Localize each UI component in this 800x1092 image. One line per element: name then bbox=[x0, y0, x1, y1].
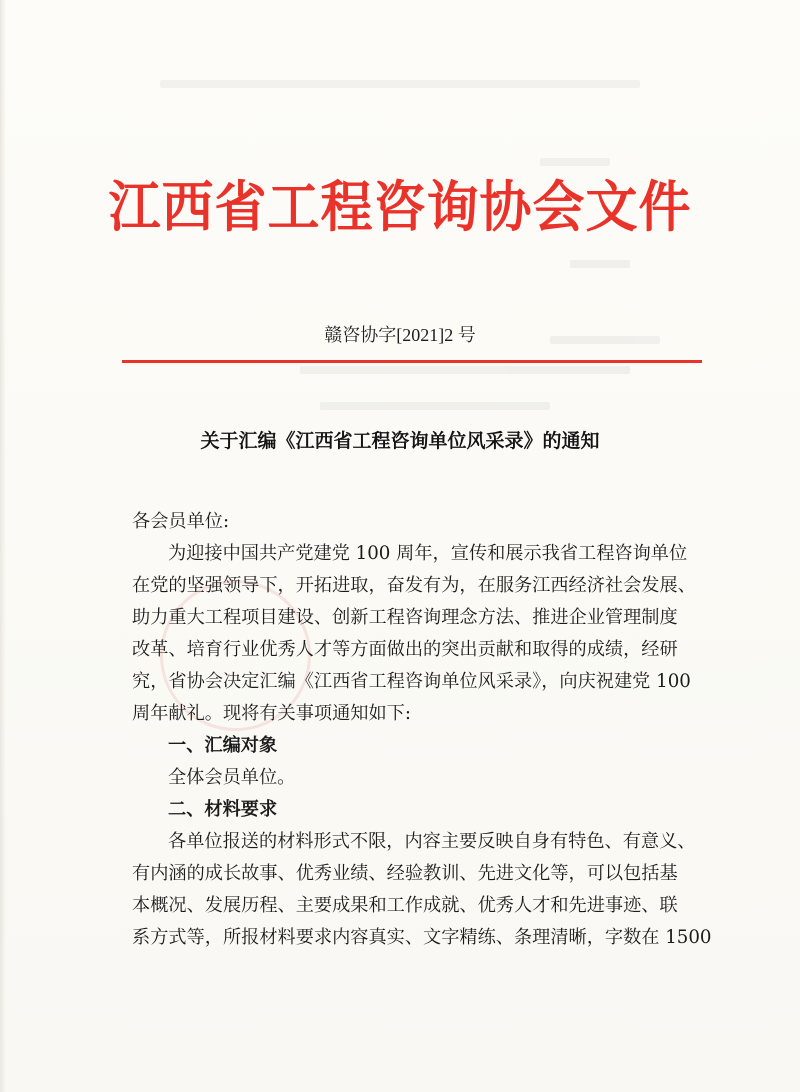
notice-body bbox=[132, 506, 712, 954]
document-number: 赣咨协字[2021]2 号 bbox=[324, 325, 476, 345]
section-heading: 二、材料要求 bbox=[168, 799, 278, 820]
paragraph-line: 究，省协会决定汇编《江西省工程咨询单位风采录》，向庆祝建党 100 bbox=[132, 671, 691, 692]
section-heading: 一、汇编对象 bbox=[168, 735, 278, 756]
org-red-header: 江西省工程咨询协会文件 bbox=[108, 175, 692, 240]
paragraph-line: 全体会员单位。 bbox=[168, 767, 296, 788]
show-through-text bbox=[150, 60, 670, 480]
paragraph-line: 系方式等，所报材料要求内容真实、文字精练、条理清晰，字数在 1500 bbox=[132, 927, 712, 948]
paragraph-line: 助力重大工程项目建设、创新工程咨询理念方法、推进企业管理制度 bbox=[132, 607, 678, 628]
notice-title: 关于汇编《江西省工程咨询单位风采录》的通知 bbox=[200, 430, 600, 452]
paragraph-line: 为迎接中国共产党建党 100 周年，宣传和展示我省工程咨询单位 bbox=[168, 543, 688, 564]
paragraph-line: 周年献礼。现将有关事项通知如下: bbox=[132, 703, 411, 724]
page-edge-shadow bbox=[0, 0, 6, 1092]
salutation: 各会员单位: bbox=[132, 511, 230, 532]
paragraph-line: 各单位报送的材料形式不限，内容主要反映自身有特色、有意义、 bbox=[168, 831, 696, 852]
paragraph-line: 在党的坚强领导下，开拓进取，奋发有为，在服务江西经济社会发展、 bbox=[132, 575, 696, 596]
red-divider-line bbox=[122, 360, 702, 363]
paragraph-line: 本概况、发展历程、主要成果和工作成就、优秀人才和先进事迹、联 bbox=[132, 895, 678, 916]
paragraph-line: 有内涵的成长故事、优秀业绩、经验教训、先进文化等，可以包括基 bbox=[132, 863, 678, 884]
paragraph-line: 改革、培育行业优秀人才等方面做出的突出贡献和取得的成绩，经研 bbox=[132, 639, 678, 660]
